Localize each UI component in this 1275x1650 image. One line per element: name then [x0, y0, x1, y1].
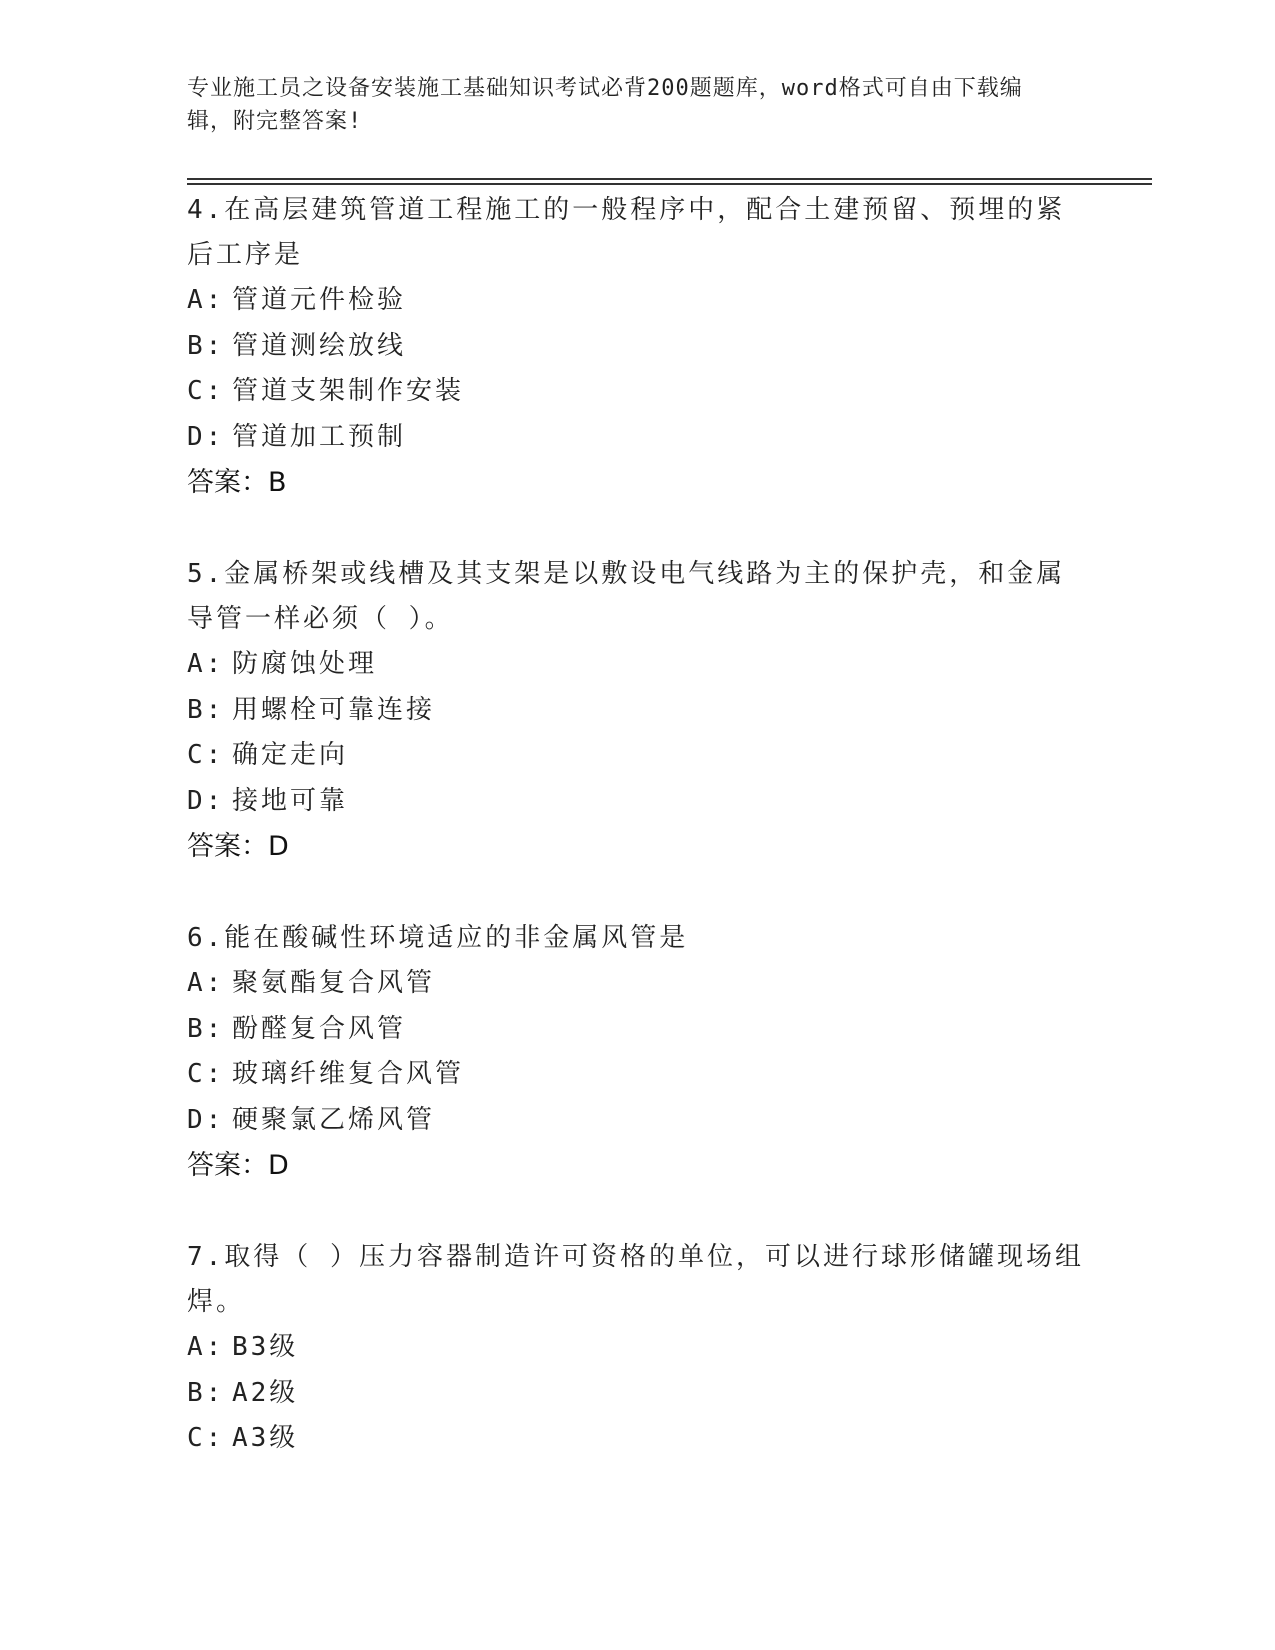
option-text: 管道支架制作安装	[232, 376, 465, 406]
answer-line: 答案：D	[187, 831, 289, 862]
option-text: 确定走向	[232, 740, 349, 770]
answer-line: 答案：B	[187, 467, 287, 498]
option-text: 防腐蚀处理	[232, 649, 378, 679]
option-text: 硬聚氯乙烯风管	[232, 1104, 436, 1135]
option-c	[187, 1052, 1087, 1098]
option-text: 管道元件检验	[232, 285, 407, 315]
question-spacer	[187, 869, 1087, 916]
question-4	[187, 188, 1087, 505]
option-text: A2级	[232, 1377, 299, 1408]
option-c	[187, 733, 1087, 779]
header-divider-top	[187, 178, 1152, 180]
option-letter: D:	[187, 421, 225, 452]
option-letter: A:	[187, 649, 225, 679]
option-text: 聚氨酯复合风管	[232, 968, 436, 998]
option-d	[187, 779, 1087, 825]
option-c	[187, 1416, 1087, 1462]
option-d	[187, 1098, 1087, 1144]
option-text: 管道加工预制	[232, 421, 407, 452]
option-text: 接地可靠	[232, 785, 349, 816]
option-b	[187, 1371, 1087, 1417]
option-text: 酚醛复合风管	[232, 1013, 407, 1044]
option-b	[187, 1007, 1087, 1053]
answer-line: 答案：D	[187, 1150, 289, 1181]
option-text: 玻璃纤维复合风管	[232, 1059, 465, 1089]
option-text: A3级	[232, 1423, 299, 1453]
document-header: 专业施工员之设备安装施工基础知识考试必背200题题库，word格式可自由下载编辑，附完整答案!	[187, 76, 1023, 134]
question-spacer	[187, 1188, 1087, 1235]
option-letter: B:	[187, 694, 225, 725]
option-b	[187, 324, 1087, 370]
option-c	[187, 369, 1087, 415]
question-stem: 7.取得（ ）压力容器制造许可资格的单位，可以进行球形储罐现场组焊。	[187, 1242, 1084, 1317]
option-letter: C:	[187, 740, 225, 770]
option-a	[187, 278, 1087, 324]
option-letter: B:	[187, 1013, 225, 1044]
option-a	[187, 1325, 1087, 1371]
option-letter: D:	[187, 1104, 225, 1135]
question-stem: 6.能在酸碱性环境适应的非金属风管是	[187, 923, 689, 953]
option-text: B3级	[232, 1332, 299, 1362]
question-6	[187, 916, 1087, 1188]
question-5	[187, 552, 1087, 869]
option-letter: A:	[187, 968, 225, 998]
header-divider-bottom	[187, 183, 1152, 185]
option-b	[187, 688, 1087, 734]
option-a	[187, 642, 1087, 688]
option-a	[187, 961, 1087, 1007]
option-letter: C:	[187, 1423, 225, 1453]
question-stem: 5.金属桥架或线槽及其支架是以敷设电气线路为主的保护壳，和金属导管一样必须（ ）。	[187, 559, 1066, 634]
question-list	[187, 188, 1087, 1462]
option-letter: A:	[187, 1332, 225, 1362]
option-text: 用螺栓可靠连接	[232, 694, 436, 725]
option-letter: B:	[187, 330, 225, 361]
question-7	[187, 1235, 1087, 1462]
option-letter: C:	[187, 376, 225, 406]
option-letter: B:	[187, 1377, 225, 1408]
option-letter: D:	[187, 785, 225, 816]
option-letter: C:	[187, 1059, 225, 1089]
option-text: 管道测绘放线	[232, 330, 407, 361]
option-d	[187, 415, 1087, 461]
question-spacer	[187, 505, 1087, 552]
question-stem: 4.在高层建筑管道工程施工的一般程序中，配合土建预留、预埋的紧后工序是	[187, 195, 1066, 270]
option-letter: A:	[187, 285, 225, 315]
